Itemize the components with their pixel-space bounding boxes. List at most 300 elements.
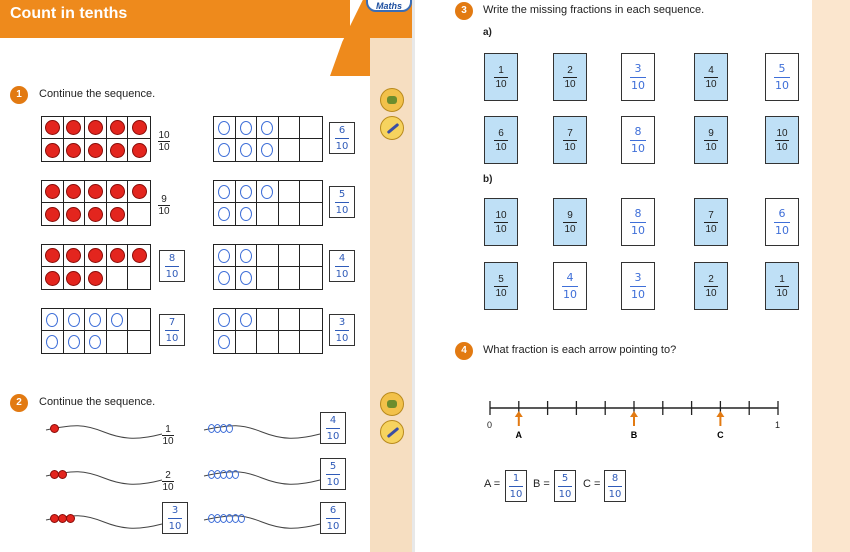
numerator: 3 xyxy=(338,316,346,328)
denominator: 10 xyxy=(335,332,349,344)
ten-frame-cell xyxy=(107,139,129,161)
question-number: 3 xyxy=(455,2,473,20)
fraction-bar xyxy=(494,140,508,141)
numerator: 10 xyxy=(495,209,507,221)
ten-frame-cell xyxy=(279,331,301,353)
ten-frame-cell xyxy=(107,117,129,139)
ten-frame-cell xyxy=(300,331,322,353)
page-divider xyxy=(412,0,415,552)
ten-frame-cell xyxy=(300,203,322,225)
ten-frame xyxy=(41,116,151,162)
numerator: 9 xyxy=(161,194,167,205)
numerator: 5 xyxy=(778,61,786,75)
number-line-arrow xyxy=(630,411,638,440)
bead-string xyxy=(44,466,164,490)
ten-frame-cell xyxy=(236,181,258,203)
numerator: 6 xyxy=(778,206,786,220)
ten-frame-cell xyxy=(214,181,236,203)
counter-ring xyxy=(240,121,252,135)
denominator: 10 xyxy=(158,142,170,153)
ten-frame-cell xyxy=(236,267,258,289)
fraction-bar xyxy=(326,474,340,475)
fraction-bar xyxy=(775,140,789,141)
numerator: 7 xyxy=(168,316,176,328)
fraction-label xyxy=(162,424,174,447)
fraction-bar xyxy=(774,222,790,223)
denominator: 10 xyxy=(705,78,717,90)
denominator: 10 xyxy=(776,287,788,299)
counter-ring xyxy=(89,313,101,327)
ten-frame-cell xyxy=(257,117,279,139)
ten-frame-cell xyxy=(128,203,150,225)
fraction-answer-card[interactable] xyxy=(621,198,655,246)
ten-frame-cell xyxy=(257,267,279,289)
counter-dot xyxy=(45,184,60,199)
fraction-bar xyxy=(563,222,577,223)
fraction-card xyxy=(694,53,728,101)
bead-string-wire xyxy=(202,466,322,490)
counter-dot xyxy=(132,184,147,199)
part-a-label: a) xyxy=(483,27,492,38)
arrow-label: A xyxy=(515,430,523,440)
counter-dot xyxy=(45,207,60,222)
fraction-card xyxy=(484,116,518,164)
counter-ring xyxy=(46,335,58,349)
ten-frame-cell xyxy=(85,117,107,139)
denominator: 10 xyxy=(335,204,349,216)
bead-outline xyxy=(238,514,245,523)
denominator: 10 xyxy=(563,287,577,301)
ten-frame xyxy=(213,244,323,290)
counter-dot xyxy=(132,248,147,263)
fraction-bar xyxy=(168,518,182,519)
numerator: 3 xyxy=(634,61,642,75)
fraction-answer-box[interactable] xyxy=(159,314,185,346)
fraction-answer-box[interactable] xyxy=(329,250,355,282)
counter-ring xyxy=(89,335,101,349)
counter-ring xyxy=(261,185,273,199)
fraction-card xyxy=(694,198,728,246)
numerator: 2 xyxy=(708,273,714,285)
fraction-bar xyxy=(494,77,508,78)
numerator: 10 xyxy=(158,130,170,141)
denominator: 10 xyxy=(775,78,789,92)
denominator: 10 xyxy=(335,268,349,280)
denominator: 10 xyxy=(631,78,645,92)
ten-frame-cell xyxy=(214,267,236,289)
ten-frame-cell xyxy=(257,139,279,161)
fraction-answer-box[interactable] xyxy=(554,470,576,502)
fraction-card xyxy=(484,198,518,246)
ten-frame-cell xyxy=(236,203,258,225)
numerator: 4 xyxy=(338,252,346,264)
ten-frame-cell xyxy=(107,267,129,289)
denominator: 10 xyxy=(495,223,507,235)
fraction-card xyxy=(694,262,728,310)
ten-frame-cell xyxy=(300,245,322,267)
denominator: 10 xyxy=(162,482,174,493)
ten-frame-cell xyxy=(42,181,64,203)
counter-ring xyxy=(218,249,230,263)
ten-frame-cell xyxy=(300,309,322,331)
denominator: 10 xyxy=(776,141,788,153)
ten-frame-cell xyxy=(128,309,150,331)
numerator: 5 xyxy=(561,472,569,484)
ten-frame-cell xyxy=(107,331,129,353)
ten-frame-cell xyxy=(279,181,301,203)
fraction-answer-card[interactable] xyxy=(553,262,587,310)
ten-frame-cell xyxy=(257,245,279,267)
denominator: 10 xyxy=(564,223,576,235)
denominator: 10 xyxy=(631,287,645,301)
fraction-bar xyxy=(630,286,646,287)
ten-frame-cell xyxy=(300,181,322,203)
counter-ring xyxy=(68,313,80,327)
ten-frame-cell xyxy=(214,331,236,353)
ten-frame-cell xyxy=(64,203,86,225)
fraction-bar xyxy=(335,138,349,139)
ten-frame xyxy=(41,244,151,290)
numerator: 8 xyxy=(634,206,642,220)
counter-ring xyxy=(240,271,252,285)
denominator: 10 xyxy=(168,520,182,532)
numerator: 8 xyxy=(634,124,642,138)
fraction-bar xyxy=(494,286,508,287)
numerator: 10 xyxy=(776,127,788,139)
fraction-answer-box[interactable] xyxy=(329,186,355,218)
numerator: 4 xyxy=(566,270,574,284)
fraction-bar xyxy=(563,77,577,78)
numerator: 9 xyxy=(708,127,714,139)
denominator: 10 xyxy=(564,141,576,153)
fraction-bar xyxy=(335,202,349,203)
fraction-bar xyxy=(509,486,523,487)
pencil-icon xyxy=(380,420,404,444)
numerator: 3 xyxy=(634,270,642,284)
ten-frame-cell xyxy=(42,203,64,225)
fraction-bar xyxy=(558,486,572,487)
question-prompt: Continue the sequence. xyxy=(39,88,156,100)
numerator: 6 xyxy=(338,124,346,136)
ten-frame xyxy=(41,180,151,226)
fraction-bar xyxy=(630,77,646,78)
ten-frame-cell xyxy=(128,181,150,203)
fraction-bar xyxy=(704,286,718,287)
ten-frame-cell xyxy=(64,245,86,267)
ten-frame-cell xyxy=(64,331,86,353)
counter-ring xyxy=(218,313,230,327)
counter-dot xyxy=(66,184,81,199)
numerator: 1 xyxy=(779,273,785,285)
ten-frame-cell xyxy=(128,139,150,161)
fraction-bar xyxy=(335,266,349,267)
fraction-bar xyxy=(608,486,622,487)
fraction-answer-card[interactable] xyxy=(765,198,799,246)
denominator: 10 xyxy=(495,287,507,299)
counter-dot xyxy=(88,207,103,222)
counter-ring xyxy=(218,271,230,285)
bead-string-wire xyxy=(44,420,164,444)
denominator: 10 xyxy=(326,430,340,442)
ten-frame-cell xyxy=(214,117,236,139)
denominator: 10 xyxy=(495,78,507,90)
numerator: 1 xyxy=(165,424,171,435)
arrow-label: B xyxy=(630,430,638,440)
fraction-answer-card[interactable] xyxy=(621,53,655,101)
right-margin xyxy=(812,0,850,552)
fraction-bar xyxy=(494,222,508,223)
ten-frame-cell xyxy=(236,117,258,139)
counter-ring xyxy=(218,207,230,221)
maths-logo: Maths xyxy=(366,0,412,12)
numerator: 7 xyxy=(708,209,714,221)
ten-frame-cell xyxy=(128,245,150,267)
ten-frame-cell xyxy=(42,331,64,353)
denominator: 10 xyxy=(326,476,340,488)
ten-frame-cell xyxy=(64,309,86,331)
ten-frame-cell xyxy=(236,309,258,331)
numerator: 7 xyxy=(567,127,573,139)
ten-frame-cell xyxy=(300,117,322,139)
ten-frame-cell xyxy=(279,245,301,267)
question-prompt: What fraction is each arrow pointing to? xyxy=(483,344,677,356)
numerator: 3 xyxy=(171,504,179,516)
fraction-bar xyxy=(704,222,718,223)
fraction-bar xyxy=(704,77,718,78)
ten-frame-cell xyxy=(42,267,64,289)
counter-ring xyxy=(240,143,252,157)
ten-frame-cell xyxy=(64,117,86,139)
ten-frame-cell xyxy=(107,181,129,203)
counter-dot xyxy=(66,271,81,286)
counter-dot xyxy=(110,207,125,222)
counter-dot xyxy=(45,271,60,286)
numerator: 8 xyxy=(611,472,619,484)
fraction-answer-box[interactable] xyxy=(159,250,185,282)
ten-frame-cell xyxy=(214,245,236,267)
denominator: 10 xyxy=(705,223,717,235)
ten-frame-cell xyxy=(85,331,107,353)
counter-dot xyxy=(88,248,103,263)
counter-dot xyxy=(66,207,81,222)
numerator: 1 xyxy=(512,472,520,484)
numerator: 6 xyxy=(329,504,337,516)
fraction-answer-box[interactable] xyxy=(604,470,626,502)
numerator: 6 xyxy=(498,127,504,139)
denominator: 10 xyxy=(775,223,789,237)
numerator: 1 xyxy=(498,64,504,76)
fraction-card xyxy=(484,53,518,101)
denominator: 10 xyxy=(335,140,349,152)
fraction-answer-box[interactable] xyxy=(329,314,355,346)
fraction-bar xyxy=(335,330,349,331)
ten-frame-cell xyxy=(107,245,129,267)
denominator: 10 xyxy=(165,332,179,344)
fraction-answer-card[interactable] xyxy=(621,262,655,310)
bead-outline xyxy=(232,470,239,479)
counter-dot xyxy=(66,143,81,158)
ten-frame-cell xyxy=(214,309,236,331)
denominator: 10 xyxy=(631,141,645,155)
fraction-bar xyxy=(165,266,179,267)
counter-dot xyxy=(88,120,103,135)
bead-string-wire xyxy=(202,420,322,444)
counter-ring xyxy=(218,335,230,349)
ten-frame xyxy=(41,308,151,354)
bead-string-wire xyxy=(202,510,322,534)
fraction-answer-box[interactable] xyxy=(162,502,188,534)
ten-frame-cell xyxy=(128,331,150,353)
numerator: 2 xyxy=(165,470,171,481)
fraction-answer-card[interactable] xyxy=(621,116,655,164)
counter-ring xyxy=(240,249,252,263)
ten-frame-cell xyxy=(257,181,279,203)
counter-dot xyxy=(45,143,60,158)
fraction-bar xyxy=(775,286,789,287)
fraction-bar xyxy=(774,77,790,78)
counter-dot xyxy=(88,184,103,199)
counter-ring xyxy=(218,185,230,199)
ten-frame-cell xyxy=(300,139,322,161)
ten-frame-cell xyxy=(85,245,107,267)
question-number: 4 xyxy=(455,342,473,360)
ten-frame-cell xyxy=(236,245,258,267)
counter-dot xyxy=(110,184,125,199)
counter-ring xyxy=(218,143,230,157)
counter-ring xyxy=(46,313,58,327)
ten-frame-cell xyxy=(236,139,258,161)
bead-string xyxy=(202,466,322,490)
ten-frame-cell xyxy=(64,267,86,289)
fraction-label xyxy=(158,194,170,217)
counter-dot xyxy=(110,120,125,135)
ten-frame-cell xyxy=(300,267,322,289)
ten-frame-cell xyxy=(279,139,301,161)
counter-dot xyxy=(66,248,81,263)
counter-ring xyxy=(218,121,230,135)
denominator: 10 xyxy=(509,488,523,500)
number-line-end: 1 xyxy=(775,420,781,430)
numerator: 4 xyxy=(708,64,714,76)
ten-frame-cell xyxy=(236,331,258,353)
counter-dot xyxy=(45,248,60,263)
counter-dot xyxy=(132,120,147,135)
counter-dot xyxy=(132,143,147,158)
pencil-icon xyxy=(380,116,404,140)
fraction-card xyxy=(694,116,728,164)
bead-string xyxy=(202,420,322,444)
fraction-answer-box[interactable] xyxy=(329,122,355,154)
numerator: 9 xyxy=(567,209,573,221)
denominator: 10 xyxy=(158,206,170,217)
counter-ring xyxy=(111,313,123,327)
denominator: 10 xyxy=(165,268,179,280)
counter-dot xyxy=(88,271,103,286)
fraction-answer-card[interactable] xyxy=(765,53,799,101)
fraction-answer-box[interactable] xyxy=(505,470,527,502)
fraction-bar xyxy=(326,428,340,429)
fraction-card xyxy=(553,116,587,164)
ten-frame-cell xyxy=(64,181,86,203)
ten-frame-cell xyxy=(42,309,64,331)
fraction-answer-box[interactable] xyxy=(320,458,346,490)
counter-ring xyxy=(68,335,80,349)
fraction-bar xyxy=(165,330,179,331)
denominator: 10 xyxy=(162,436,174,447)
denominator: 10 xyxy=(564,78,576,90)
bead xyxy=(50,424,59,433)
fraction-answer-box[interactable] xyxy=(320,502,346,534)
ten-frame-cell xyxy=(107,203,129,225)
ten-frame-cell xyxy=(128,117,150,139)
denominator: 10 xyxy=(705,141,717,153)
bead xyxy=(58,470,67,479)
numerator: 2 xyxy=(567,64,573,76)
bead-string xyxy=(202,510,322,534)
question-prompt: Write the missing fractions in each sequence. xyxy=(483,4,705,16)
fraction-card xyxy=(553,53,587,101)
ten-frame-cell xyxy=(257,331,279,353)
ten-frame-cell xyxy=(42,139,64,161)
bead-string xyxy=(44,510,164,534)
counter-dot xyxy=(66,120,81,135)
number-line xyxy=(480,392,790,444)
denominator: 10 xyxy=(558,488,572,500)
fraction-label xyxy=(158,130,170,153)
ten-frame xyxy=(213,308,323,354)
fraction-bar xyxy=(326,518,340,519)
counter-ring xyxy=(240,207,252,221)
ten-frame-cell xyxy=(64,139,86,161)
fraction-bar xyxy=(563,140,577,141)
ten-frame-cell xyxy=(279,117,301,139)
numerator: 5 xyxy=(329,460,337,472)
counter-ring xyxy=(261,143,273,157)
bead-string xyxy=(44,420,164,444)
ten-frame-cell xyxy=(42,245,64,267)
counter-ring xyxy=(240,313,252,327)
number-line-start: 0 xyxy=(487,420,493,430)
fraction-answer-box[interactable] xyxy=(320,412,346,444)
counter-dot xyxy=(110,143,125,158)
ten-frame-cell xyxy=(257,203,279,225)
ten-frame-cell xyxy=(214,139,236,161)
ten-frame-cell xyxy=(214,203,236,225)
denominator: 10 xyxy=(495,141,507,153)
numerator: 5 xyxy=(498,273,504,285)
ten-frame xyxy=(213,116,323,162)
ten-frame-cell xyxy=(128,267,150,289)
ten-frame-cell xyxy=(279,309,301,331)
page-title: Count in tenths xyxy=(10,5,128,22)
answer-label: A = xyxy=(484,478,501,490)
arrow-label: C xyxy=(717,430,724,440)
answer-label: B = xyxy=(533,478,550,490)
ten-frame xyxy=(213,180,323,226)
ten-frame-cell xyxy=(85,267,107,289)
ten-frame-cell xyxy=(85,139,107,161)
ten-frame-cell xyxy=(85,203,107,225)
denominator: 10 xyxy=(705,287,717,299)
number-line-arrow xyxy=(515,411,523,440)
ten-frame-cell xyxy=(42,117,64,139)
denominator: 10 xyxy=(326,520,340,532)
counter-dot xyxy=(88,143,103,158)
bead-outline xyxy=(226,424,233,433)
counter-dot xyxy=(110,248,125,263)
denominator: 10 xyxy=(608,488,622,500)
numerator: 8 xyxy=(168,252,176,264)
